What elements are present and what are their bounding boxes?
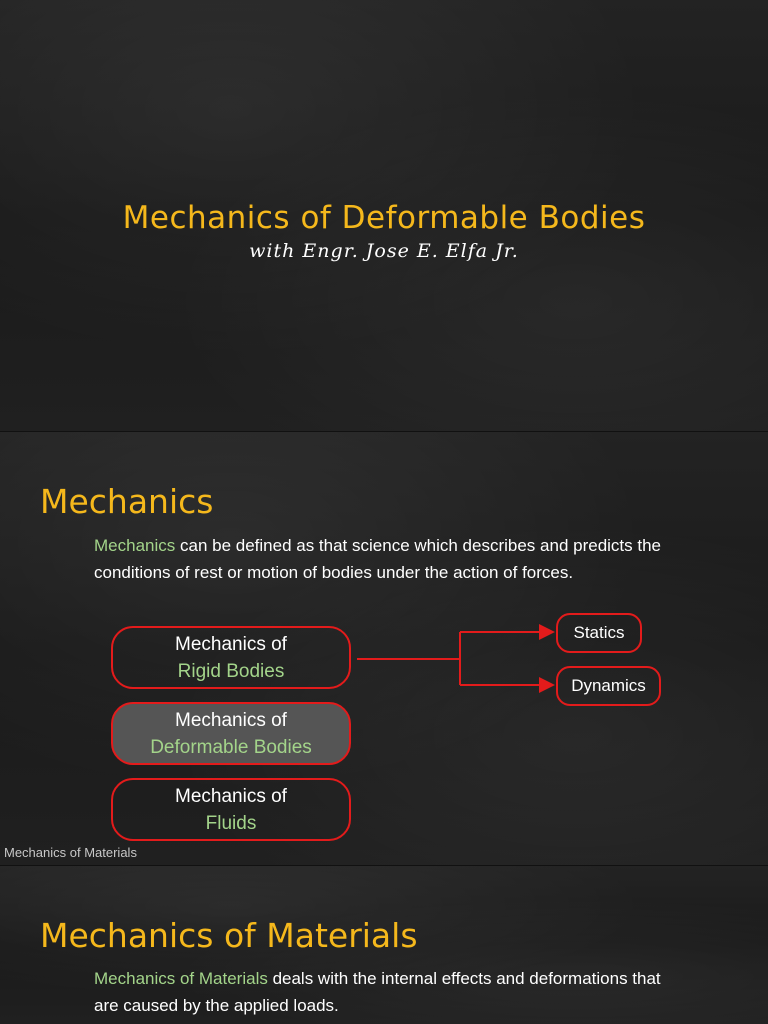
mechanics-term: Mechanics [94,536,176,555]
slide-footer: Mechanics of Materials [4,845,137,860]
mechanics-heading: Mechanics [40,482,214,521]
box-line1: Mechanics of [175,633,287,655]
box-line2: Fluids [205,812,257,834]
rigid-bodies-box [111,626,351,689]
box-line2: Deformable Bodies [150,736,312,758]
definition-line2: are caused by the applied loads. [94,996,339,1015]
definition-line1: can be defined as that science which describes and predicts the [175,536,662,555]
materials-definition [94,965,734,1019]
statics-box: Statics [556,613,642,653]
definition-line2: conditions of rest or motion of bodies under the action of forces. [94,563,574,582]
materials-heading: Mechanics of Materials [40,916,418,955]
box-line2: Rigid Bodies [177,660,285,682]
deformable-bodies-box [111,702,351,765]
materials-term: Mechanics of Materials [94,969,268,988]
box-line1: Mechanics of [175,709,287,731]
slide-title: Mechanics of Deformable Bodies [122,200,646,236]
mechanics-definition [94,532,734,586]
dynamics-box: Dynamics [556,666,661,706]
box-line1: Mechanics of [175,785,287,807]
definition-line1: deals with the internal effects and deformations that [267,969,661,988]
title-slide [0,0,768,432]
materials-slide [0,866,768,1024]
mechanics-slide [0,432,768,866]
slide-subtitle: with Engr. Jose E. Elfa Jr. [249,240,519,262]
fluids-box [111,778,351,841]
